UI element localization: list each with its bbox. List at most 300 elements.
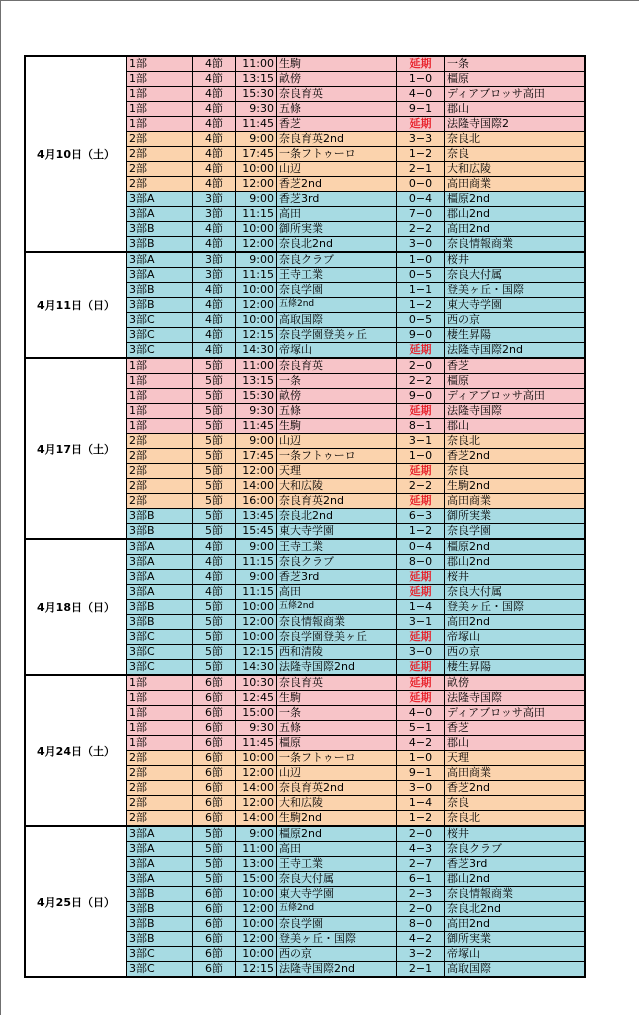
match-row — [127, 585, 584, 600]
section-cell: 3節 — [193, 192, 236, 206]
kickoff-time-cell: 12:00 — [236, 464, 277, 478]
match-row — [127, 162, 584, 177]
home-team-cell: 生駒 — [277, 57, 397, 71]
kickoff-time-cell: 14:00 — [236, 781, 277, 795]
score-cell: 延期 — [397, 494, 445, 508]
section-cell: 5節 — [193, 464, 236, 478]
kickoff-time-cell: 10:00 — [236, 917, 277, 931]
away-team-cell: 香芝3rd — [447, 857, 488, 870]
section-cell: 5節 — [193, 660, 236, 674]
division-cell: 3部A — [127, 207, 193, 221]
away-team-cell: 郡山 — [447, 102, 469, 115]
kickoff-time-cell: 12:45 — [236, 691, 277, 705]
division-cell: 1部 — [127, 102, 193, 116]
division-cell: 3部A — [127, 192, 193, 206]
away-team-cell: 郡山2nd — [447, 872, 490, 885]
kickoff-time-cell: 14:30 — [236, 660, 277, 674]
match-row — [127, 479, 584, 494]
away-team-cell: 奈良北2nd — [447, 902, 501, 915]
kickoff-time-cell: 11:45 — [236, 419, 277, 433]
home-team-cell: 奈良学園 — [277, 283, 397, 297]
kickoff-time-cell: 14:00 — [236, 811, 277, 825]
score-cell: 2−3 — [397, 887, 445, 901]
score-cell: 9−1 — [397, 102, 445, 116]
division-cell: 1部 — [127, 721, 193, 735]
score-cell: 1−0 — [397, 751, 445, 765]
section-cell: 4節 — [193, 313, 236, 327]
score-cell: 3−1 — [397, 434, 445, 448]
match-row — [127, 434, 584, 449]
match-row — [127, 509, 584, 524]
division-cell: 3部A — [127, 555, 193, 569]
section-cell: 5節 — [193, 389, 236, 403]
home-team-cell: 奈良北2nd — [277, 509, 397, 523]
away-team-cell: 郡山 — [447, 736, 469, 749]
away-team-cell: 帝塚山 — [447, 947, 480, 960]
away-team-cell: 御所実業 — [447, 932, 491, 945]
score-cell: 2−1 — [397, 162, 445, 176]
kickoff-time-cell: 10:00 — [236, 313, 277, 327]
section-cell: 4節 — [193, 177, 236, 191]
division-cell: 3部C — [127, 343, 193, 357]
score-cell: 3−0 — [397, 237, 445, 251]
section-cell: 6節 — [193, 962, 236, 976]
match-row — [127, 902, 584, 917]
home-team-cell: 一条フトゥーロ — [277, 449, 397, 463]
section-cell: 5節 — [193, 374, 236, 388]
score-cell: 延期 — [397, 585, 445, 599]
section-cell: 6節 — [193, 691, 236, 705]
score-cell: 4−0 — [397, 706, 445, 720]
match-row — [127, 842, 584, 857]
kickoff-time-cell: 12:00 — [236, 177, 277, 191]
match-row — [127, 222, 584, 237]
home-team-cell: 東大寺学園 — [277, 524, 397, 538]
division-cell: 3部A — [127, 253, 193, 267]
division-cell: 1部 — [127, 676, 193, 690]
section-cell: 4節 — [193, 57, 236, 71]
home-team-cell: 天理 — [277, 464, 397, 478]
away-team-cell: 郡山2nd — [447, 207, 490, 220]
section-cell: 5節 — [193, 600, 236, 614]
division-cell: 3部B — [127, 902, 193, 916]
score-cell: 6−3 — [397, 509, 445, 523]
home-team-cell: 奈良育英2nd — [277, 132, 397, 146]
match-row — [127, 237, 584, 251]
section-cell: 4節 — [193, 298, 236, 312]
home-team-cell: 法隆寺国際2nd — [277, 962, 397, 976]
match-row — [127, 645, 584, 660]
score-cell: 延期 — [397, 343, 445, 357]
match-row — [127, 253, 584, 268]
away-team-cell: 奈良北 — [447, 434, 480, 447]
match-row — [127, 177, 584, 192]
score-cell: 2−0 — [397, 359, 445, 373]
home-team-cell: 奈良情報商業 — [277, 615, 397, 629]
section-cell: 5節 — [193, 857, 236, 871]
division-cell: 3部A — [127, 540, 193, 554]
day-block — [26, 540, 584, 676]
match-row — [127, 932, 584, 947]
division-cell: 3部A — [127, 842, 193, 856]
score-cell: 延期 — [397, 691, 445, 705]
section-cell: 4節 — [193, 585, 236, 599]
kickoff-time-cell: 15:30 — [236, 87, 277, 101]
home-team-cell: 山辺 — [277, 434, 397, 448]
match-row — [127, 736, 584, 751]
match-row — [127, 57, 584, 72]
score-cell: 2−7 — [397, 857, 445, 871]
division-cell: 3部B — [127, 283, 193, 297]
section-cell: 4節 — [193, 87, 236, 101]
match-date: 4月10日（土） — [26, 57, 127, 251]
home-team-cell: 奈良学園登美ヶ丘 — [277, 630, 397, 644]
away-team-cell: 棲生昇陽 — [447, 660, 491, 673]
away-team-cell: 畝傍 — [447, 676, 469, 689]
section-cell: 5節 — [193, 615, 236, 629]
kickoff-time-cell: 12:00 — [236, 615, 277, 629]
score-cell: 8−0 — [397, 917, 445, 931]
home-team-cell: 王寺工業 — [277, 540, 397, 554]
section-cell: 6節 — [193, 811, 236, 825]
division-cell: 1部 — [127, 117, 193, 131]
division-cell: 2部 — [127, 796, 193, 810]
section-cell: 6節 — [193, 676, 236, 690]
match-date: 4月17日（土） — [26, 359, 127, 538]
score-cell: 9−1 — [397, 766, 445, 780]
kickoff-time-cell: 12:15 — [236, 962, 277, 976]
day-block — [26, 676, 584, 827]
section-cell: 5節 — [193, 645, 236, 659]
home-team-cell: 一条 — [277, 706, 397, 720]
score-cell: 0−4 — [397, 192, 445, 206]
division-cell: 3部A — [127, 857, 193, 871]
section-cell: 6節 — [193, 932, 236, 946]
section-cell: 4節 — [193, 540, 236, 554]
kickoff-time-cell: 15:45 — [236, 524, 277, 538]
score-cell: 2−1 — [397, 962, 445, 976]
home-team-cell: 五條2nd — [277, 902, 397, 916]
division-cell: 2部 — [127, 162, 193, 176]
match-row — [127, 268, 584, 283]
kickoff-time-cell: 11:45 — [236, 736, 277, 750]
score-cell: 4−2 — [397, 932, 445, 946]
home-team-cell: 五條 — [277, 102, 397, 116]
kickoff-time-cell: 12:00 — [236, 932, 277, 946]
section-cell: 4節 — [193, 117, 236, 131]
score-cell: 延期 — [397, 676, 445, 690]
home-team-cell: 橿原2nd — [277, 827, 397, 841]
home-team-cell: 生駒 — [277, 419, 397, 433]
section-cell: 3節 — [193, 253, 236, 267]
section-cell: 6節 — [193, 766, 236, 780]
division-cell: 3部A — [127, 570, 193, 584]
home-team-cell: 高田 — [277, 207, 397, 221]
division-cell: 1部 — [127, 87, 193, 101]
match-row — [127, 389, 584, 404]
away-team-cell: 奈良 — [447, 464, 469, 477]
score-cell: 延期 — [397, 404, 445, 418]
match-row — [127, 72, 584, 87]
match-row — [127, 660, 584, 674]
score-cell: 1−2 — [397, 147, 445, 161]
away-team-cell: 橿原2nd — [447, 540, 490, 553]
division-cell: 3部C — [127, 645, 193, 659]
score-cell: 1−2 — [397, 524, 445, 538]
division-cell: 3部B — [127, 600, 193, 614]
match-row — [127, 600, 584, 615]
match-row — [127, 374, 584, 389]
division-cell: 2部 — [127, 751, 193, 765]
section-cell: 4節 — [193, 343, 236, 357]
away-team-cell: 橿原2nd — [447, 192, 490, 205]
division-cell: 2部 — [127, 434, 193, 448]
match-row — [127, 87, 584, 102]
home-team-cell: 西和清陵 — [277, 645, 397, 659]
away-team-cell: 大和広陵 — [447, 162, 491, 175]
kickoff-time-cell: 10:00 — [236, 162, 277, 176]
kickoff-time-cell: 10:00 — [236, 630, 277, 644]
away-team-cell: 郡山2nd — [447, 555, 490, 568]
section-cell: 5節 — [193, 509, 236, 523]
kickoff-time-cell: 9:00 — [236, 132, 277, 146]
home-team-cell: 奈良学園登美ヶ丘 — [277, 328, 397, 342]
away-team-cell: 帝塚山 — [447, 630, 480, 643]
home-team-cell: 五條 — [277, 721, 397, 735]
match-row — [127, 328, 584, 343]
match-row — [127, 313, 584, 328]
division-cell: 3部B — [127, 222, 193, 236]
away-team-cell: 奈良 — [447, 796, 469, 809]
match-row — [127, 751, 584, 766]
kickoff-time-cell: 11:15 — [236, 585, 277, 599]
score-cell: 延期 — [397, 57, 445, 71]
division-cell: 3部A — [127, 585, 193, 599]
match-row — [127, 781, 584, 796]
match-row — [127, 570, 584, 585]
home-team-cell: 高田 — [277, 842, 397, 856]
home-team-cell: 帝塚山 — [277, 343, 397, 357]
section-cell: 3節 — [193, 268, 236, 282]
score-cell: 2−2 — [397, 479, 445, 493]
kickoff-time-cell: 10:00 — [236, 947, 277, 961]
away-team-cell: 天理 — [447, 751, 469, 764]
match-rows — [127, 827, 584, 976]
section-cell: 5節 — [193, 479, 236, 493]
section-cell: 6節 — [193, 796, 236, 810]
section-cell: 4節 — [193, 283, 236, 297]
section-cell: 6節 — [193, 887, 236, 901]
section-cell: 5節 — [193, 630, 236, 644]
kickoff-time-cell: 9:00 — [236, 827, 277, 841]
home-team-cell: 香芝2nd — [277, 177, 397, 191]
score-cell: 延期 — [397, 630, 445, 644]
score-cell: 0−5 — [397, 268, 445, 282]
score-cell: 0−4 — [397, 540, 445, 554]
section-cell: 5節 — [193, 524, 236, 538]
section-cell: 6節 — [193, 721, 236, 735]
score-cell: 8−1 — [397, 419, 445, 433]
section-cell: 6節 — [193, 902, 236, 916]
day-block — [26, 827, 584, 976]
match-rows — [127, 359, 584, 538]
score-cell: 4−3 — [397, 842, 445, 856]
kickoff-time-cell: 13:00 — [236, 857, 277, 871]
away-team-cell: 登美ヶ丘・国際 — [447, 283, 524, 296]
division-cell: 3部C — [127, 313, 193, 327]
kickoff-time-cell: 17:45 — [236, 449, 277, 463]
away-team-cell: 奈良情報商業 — [447, 237, 513, 250]
home-team-cell: 生駒 — [277, 691, 397, 705]
away-team-cell: 奈良クラブ — [447, 842, 502, 855]
section-cell: 4節 — [193, 222, 236, 236]
away-team-cell: 西の京 — [447, 645, 480, 658]
match-row — [127, 298, 584, 313]
home-team-cell: 王寺工業 — [277, 857, 397, 871]
kickoff-time-cell: 10:00 — [236, 887, 277, 901]
match-row — [127, 540, 584, 555]
division-cell: 2部 — [127, 811, 193, 825]
division-cell: 3部B — [127, 932, 193, 946]
away-team-cell: 高田2nd — [447, 917, 490, 930]
kickoff-time-cell: 9:00 — [236, 434, 277, 448]
score-cell: 2−0 — [397, 827, 445, 841]
division-cell: 3部B — [127, 524, 193, 538]
division-cell: 3部A — [127, 827, 193, 841]
section-cell: 5節 — [193, 359, 236, 373]
home-team-cell: 香芝 — [277, 117, 397, 131]
division-cell: 2部 — [127, 464, 193, 478]
kickoff-time-cell: 12:15 — [236, 328, 277, 342]
score-cell: 1−4 — [397, 796, 445, 810]
division-cell: 2部 — [127, 177, 193, 191]
away-team-cell: 奈良大付属 — [447, 268, 502, 281]
kickoff-time-cell: 12:00 — [236, 766, 277, 780]
score-cell: 1−0 — [397, 253, 445, 267]
section-cell: 4節 — [193, 102, 236, 116]
home-team-cell: 奈良育英2nd — [277, 494, 397, 508]
home-team-cell: 奈良クラブ — [277, 555, 397, 569]
match-row — [127, 449, 584, 464]
score-cell: 1−2 — [397, 811, 445, 825]
away-team-cell: 奈良学園 — [447, 524, 491, 537]
section-cell: 6節 — [193, 917, 236, 931]
home-team-cell: 登美ヶ丘・国際 — [277, 932, 397, 946]
division-cell: 1部 — [127, 72, 193, 86]
score-cell: 1−4 — [397, 600, 445, 614]
division-cell: 1部 — [127, 419, 193, 433]
away-team-cell: 棲生昇陽 — [447, 328, 491, 341]
section-cell: 5節 — [193, 419, 236, 433]
kickoff-time-cell: 9:00 — [236, 192, 277, 206]
division-cell: 1部 — [127, 736, 193, 750]
day-block — [26, 57, 584, 253]
kickoff-time-cell: 13:45 — [236, 509, 277, 523]
kickoff-time-cell: 9:30 — [236, 721, 277, 735]
kickoff-time-cell: 15:00 — [236, 706, 277, 720]
division-cell: 3部C — [127, 962, 193, 976]
section-cell: 5節 — [193, 494, 236, 508]
match-row — [127, 887, 584, 902]
division-cell: 3部C — [127, 947, 193, 961]
kickoff-time-cell: 16:00 — [236, 494, 277, 508]
section-cell: 5節 — [193, 872, 236, 886]
home-team-cell: 法隆寺国際2nd — [277, 660, 397, 674]
match-rows — [127, 540, 584, 674]
score-cell: 延期 — [397, 117, 445, 131]
kickoff-time-cell: 12:00 — [236, 237, 277, 251]
home-team-cell: 大和広陵 — [277, 796, 397, 810]
away-team-cell: 東大寺学園 — [447, 298, 502, 311]
match-rows — [127, 253, 584, 357]
kickoff-time-cell: 15:00 — [236, 872, 277, 886]
section-cell: 4節 — [193, 328, 236, 342]
kickoff-time-cell: 10:30 — [236, 676, 277, 690]
section-cell: 4節 — [193, 132, 236, 146]
kickoff-time-cell: 11:00 — [236, 842, 277, 856]
division-cell: 1部 — [127, 706, 193, 720]
kickoff-time-cell: 12:15 — [236, 645, 277, 659]
away-team-cell: 香芝2nd — [447, 449, 490, 462]
section-cell: 6節 — [193, 781, 236, 795]
division-cell: 3部C — [127, 328, 193, 342]
kickoff-time-cell: 11:00 — [236, 57, 277, 71]
division-cell: 2部 — [127, 132, 193, 146]
kickoff-time-cell: 13:15 — [236, 374, 277, 388]
kickoff-time-cell: 10:00 — [236, 600, 277, 614]
away-team-cell: 法隆寺国際 — [447, 404, 502, 417]
score-cell: 0−5 — [397, 313, 445, 327]
match-row — [127, 555, 584, 570]
home-team-cell: 奈良育英 — [277, 676, 397, 690]
away-team-cell: 奈良大付属 — [447, 585, 502, 598]
home-team-cell: 高取国際 — [277, 313, 397, 327]
division-cell: 3部B — [127, 298, 193, 312]
away-team-cell: 法隆寺国際2nd — [447, 343, 523, 356]
kickoff-time-cell: 10:00 — [236, 751, 277, 765]
home-team-cell: 畝傍 — [277, 389, 397, 403]
section-cell: 4節 — [193, 72, 236, 86]
division-cell: 1部 — [127, 57, 193, 71]
kickoff-time-cell: 13:15 — [236, 72, 277, 86]
away-team-cell: 郡山 — [447, 419, 469, 432]
away-team-cell: 桜井 — [447, 570, 469, 583]
away-team-cell: 高田2nd — [447, 615, 490, 628]
home-team-cell: 奈良学園 — [277, 917, 397, 931]
section-cell: 6節 — [193, 706, 236, 720]
score-cell: 2−2 — [397, 374, 445, 388]
home-team-cell: 橿原 — [277, 736, 397, 750]
match-row — [127, 404, 584, 419]
match-row — [127, 192, 584, 207]
division-cell: 3部B — [127, 237, 193, 251]
away-team-cell: ディアブロッサ高田 — [447, 706, 545, 719]
home-team-cell: 奈良大付属 — [277, 872, 397, 886]
division-cell: 3部B — [127, 509, 193, 523]
division-cell: 3部A — [127, 268, 193, 282]
match-row — [127, 615, 584, 630]
match-row — [127, 343, 584, 357]
day-block — [26, 359, 584, 540]
score-cell: 3−1 — [397, 615, 445, 629]
match-row — [127, 283, 584, 298]
division-cell: 3部B — [127, 917, 193, 931]
away-team-cell: 法隆寺国際2 — [447, 117, 509, 130]
away-team-cell: 橿原 — [447, 72, 469, 85]
score-cell: 9−0 — [397, 328, 445, 342]
kickoff-time-cell: 11:15 — [236, 555, 277, 569]
match-row — [127, 706, 584, 721]
